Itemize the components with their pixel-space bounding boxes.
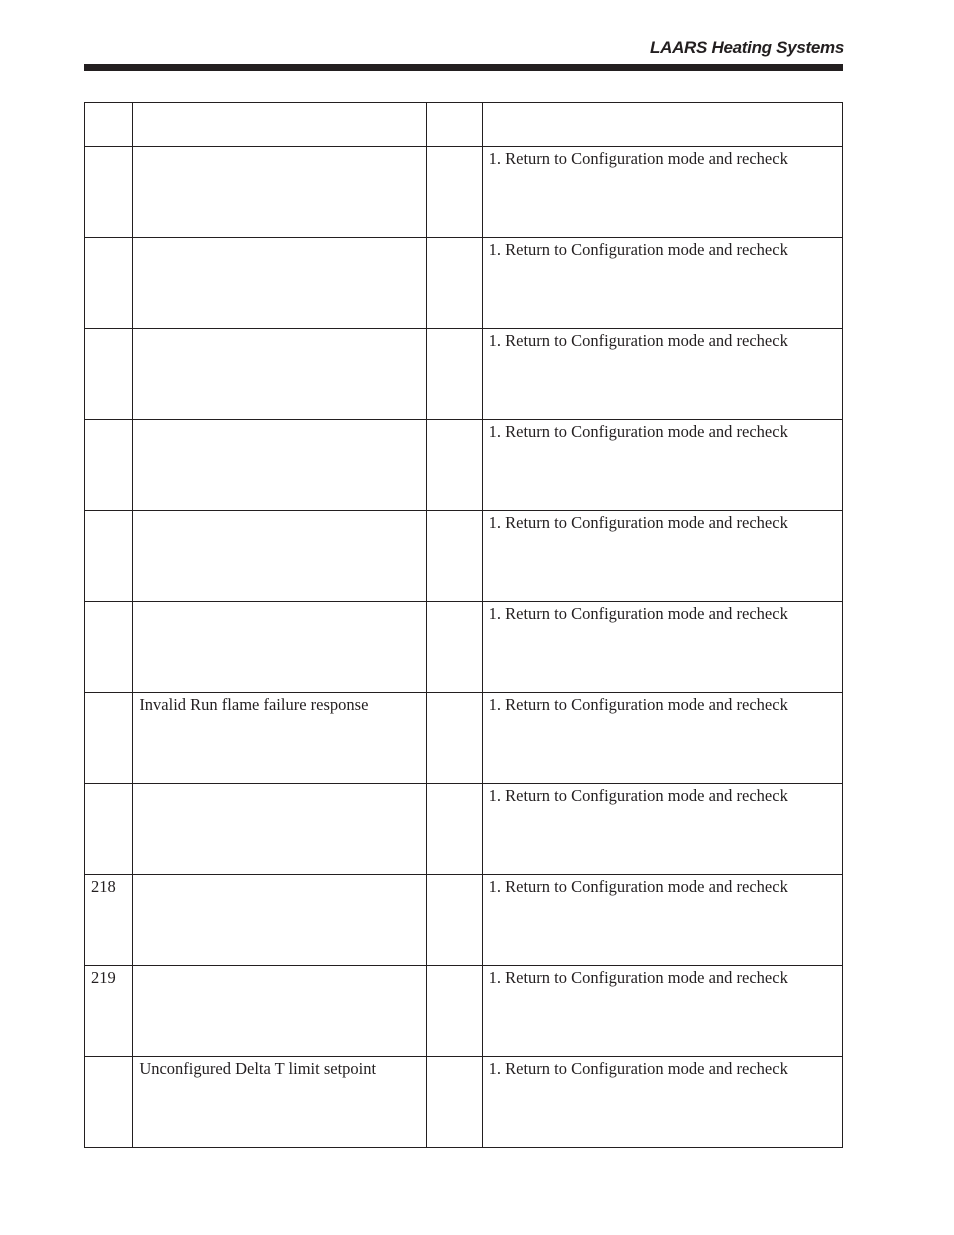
note-cell xyxy=(427,966,482,1057)
note-cell xyxy=(427,147,482,238)
code-cell xyxy=(85,238,133,329)
header-cell xyxy=(482,103,842,147)
description-cell: Unconfigured Delta T limit setpoint xyxy=(133,1057,427,1148)
header-cell xyxy=(427,103,482,147)
table-row xyxy=(85,875,843,966)
description-cell xyxy=(133,147,427,238)
code-cell xyxy=(85,511,133,602)
action-cell: 1. Return to Configuration mode and recheck xyxy=(482,602,842,693)
table-header-row xyxy=(85,103,843,147)
description-cell: Invalid Run flame failure response xyxy=(133,693,427,784)
description-cell xyxy=(133,875,427,966)
table-row xyxy=(85,966,843,1057)
description-cell xyxy=(133,238,427,329)
description-cell xyxy=(133,966,427,1057)
table-row xyxy=(85,238,843,329)
code-cell xyxy=(85,784,133,875)
note-cell xyxy=(427,875,482,966)
code-cell xyxy=(85,329,133,420)
code-cell xyxy=(85,147,133,238)
note-cell xyxy=(427,602,482,693)
table-row xyxy=(85,784,843,875)
code-cell: 218 xyxy=(85,875,133,966)
table-row xyxy=(85,511,843,602)
note-cell xyxy=(427,784,482,875)
description-cell xyxy=(133,329,427,420)
fault-code-table xyxy=(84,102,843,1148)
table-row xyxy=(85,329,843,420)
description-cell xyxy=(133,602,427,693)
description-cell xyxy=(133,420,427,511)
code-cell: 219 xyxy=(85,966,133,1057)
table-row xyxy=(85,420,843,511)
description-cell xyxy=(133,511,427,602)
action-cell: 1. Return to Configuration mode and recheck xyxy=(482,238,842,329)
table-row xyxy=(85,602,843,693)
action-cell: 1. Return to Configuration mode and recheck xyxy=(482,420,842,511)
note-cell xyxy=(427,420,482,511)
note-cell xyxy=(427,511,482,602)
code-cell xyxy=(85,693,133,784)
code-cell xyxy=(85,602,133,693)
note-cell xyxy=(427,693,482,784)
action-cell: 1. Return to Configuration mode and recheck xyxy=(482,875,842,966)
action-cell: 1. Return to Configuration mode and recheck xyxy=(482,693,842,784)
note-cell xyxy=(427,329,482,420)
action-cell: 1. Return to Configuration mode and recheck xyxy=(482,329,842,420)
code-cell xyxy=(85,1057,133,1148)
note-cell xyxy=(427,1057,482,1148)
action-cell: 1. Return to Configuration mode and recheck xyxy=(482,511,842,602)
action-cell: 1. Return to Configuration mode and recheck xyxy=(482,966,842,1057)
action-cell: 1. Return to Configuration mode and recheck xyxy=(482,147,842,238)
header-rule xyxy=(84,64,843,71)
table-row xyxy=(85,147,843,238)
header-cell xyxy=(85,103,133,147)
header-cell xyxy=(133,103,427,147)
table-row xyxy=(85,693,843,784)
action-cell: 1. Return to Configuration mode and recheck xyxy=(482,784,842,875)
action-cell: 1. Return to Configuration mode and recheck xyxy=(482,1057,842,1148)
note-cell xyxy=(427,238,482,329)
brand-title: LAARS Heating Systems xyxy=(650,38,844,57)
description-cell xyxy=(133,784,427,875)
code-cell xyxy=(85,420,133,511)
table-row xyxy=(85,1057,843,1148)
